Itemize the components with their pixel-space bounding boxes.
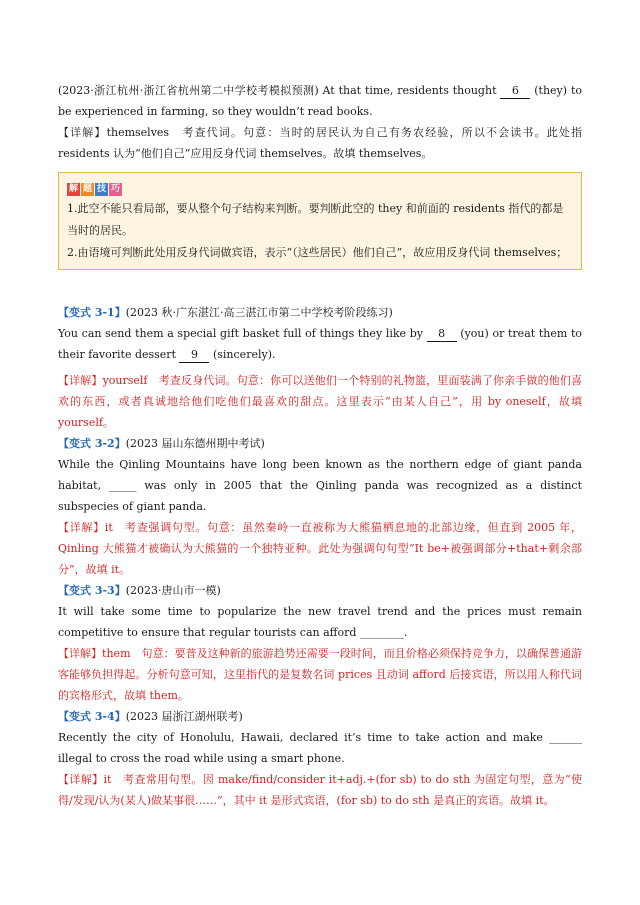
intro-blank[interactable]: 6: [500, 84, 530, 99]
tip-badge-char: 巧: [110, 184, 120, 194]
variant-3-2-heading: [58, 433, 582, 454]
question-text: (sincerely).: [209, 348, 276, 361]
variant-3-4-question: Recently the city of Honolulu, Hawaii, declared it’s time to take action and make ______ illegal to cross the road while using a smart phone.: [58, 731, 582, 765]
intro-explanation: 【详解】themselves 考查代词。句意：当时的居民认为自己有务农经验，所以不会读书。此处指 residents 认为“他们自己”应用反身代词 themselves。故填 themselves。: [58, 126, 582, 160]
tip-badge-char: 题: [82, 184, 92, 194]
variant-source: (2023 秋·广东湛江·高三湛江市第二中学校考阶段练习): [125, 306, 393, 319]
tip-badge: [67, 183, 122, 196]
variant-tag: 【变式 3-4】: [58, 710, 126, 723]
variant-3-2-question: While the Qinling Mountains have long been known as the northern edge of giant panda habitat, _____ was only in 2005 that the Qinling panda was recognized as a distinct subspecies of giant panda.: [58, 458, 582, 513]
tip-line-2: 2.由语境可判断此处用反身代词做宾语，表示“（这些居民）他们自己”，故应用反身代词 themselves；: [67, 246, 568, 259]
variant-tag: 【变式 3-1】: [58, 306, 126, 319]
tip-badge-char: 解: [68, 184, 78, 194]
variant-3-2-explanation: 【详解】it 考查强调句型。句意：虽然秦岭一直被称为大熊猫栖息地的北部边缘，但直到 2005 年，Qinling 大熊猫才被确认为大熊猫的一个独特亚种。此处为强调句句型“It be+被强调部分+that+剩余部分”，故填 it。: [58, 521, 582, 576]
variant-3-1-explanation: 【详解】yourself 考查反身代词。句意：你可以送他们一个特别的礼物篮，里面装满了你亲手做的他们喜欢的东西，或者真诚地给他们吃他们最喜欢的甜点。这里表示“由某人自己”，用 by oneself，故填 yourself。: [58, 374, 582, 429]
intro-source: (2023·浙江杭州·浙江省杭州第二中学校考模拟预测): [58, 84, 319, 97]
answer-blank-8[interactable]: 8: [427, 327, 457, 342]
variant-tag: 【变式 3-2】: [58, 437, 126, 450]
variant-source: (2023 届山东德州期中考试): [125, 437, 265, 450]
variant-3-3-heading: [58, 580, 582, 601]
variant-3-3-explanation: 【详解】them 句意：要普及这种新的旅游趋势还需要一段时间，而且价格必须保持竞争力，以确保普通游客能够负担得起。分析句意可知，这里指代的是复数名词 prices 且动词 afford 后接宾语，所以用人称代词的宾格形式，故填 them。: [58, 647, 582, 702]
tip-line-1: 1.此空不能只看局部，要从整个句子结构来判断。要判断此空的 they 和前面的 residents 指代的都是当时的居民。: [67, 202, 564, 237]
intro-question: [58, 80, 582, 122]
variant-3-3-question: It will take some time to popularize the new travel trend and the prices must remain competitive to ensure that regular tourists can afford ________.: [58, 605, 582, 639]
variant-source: (2023 届浙江湖州联考): [125, 710, 243, 723]
variant-tag: 【变式 3-3】: [58, 584, 126, 597]
variant-3-4-explanation: 【详解】it 考查常用句型。因 make/find/consider it+adj.+(for sb) to do sth 为固定句型，意为“使得/发现/认为(某人)做某事很……”，其中 it 是形式宾语，(for sb) to do sth 是真正的宾语。故填 it。: [58, 773, 582, 807]
variant-3-4-heading: [58, 706, 582, 727]
variant-3-1-question: [58, 323, 582, 365]
question-text: You can send them a special gift basket full of things they like by: [58, 327, 427, 340]
variant-3-1-heading: [58, 302, 582, 323]
variant-source: (2023·唐山市一模): [125, 584, 221, 597]
answer-blank-9[interactable]: 9: [179, 348, 209, 363]
tip-badge-char: 技: [96, 184, 106, 194]
document-page: [58, 80, 582, 811]
question-text: (you) or treat them to their favorite dessert: [58, 327, 582, 361]
tip-box: [58, 172, 582, 270]
intro-text-a: At that time, residents thought: [318, 84, 501, 97]
intro-text-b: (they) to be experienced in farming, so they wouldn’t read books.: [58, 84, 582, 118]
